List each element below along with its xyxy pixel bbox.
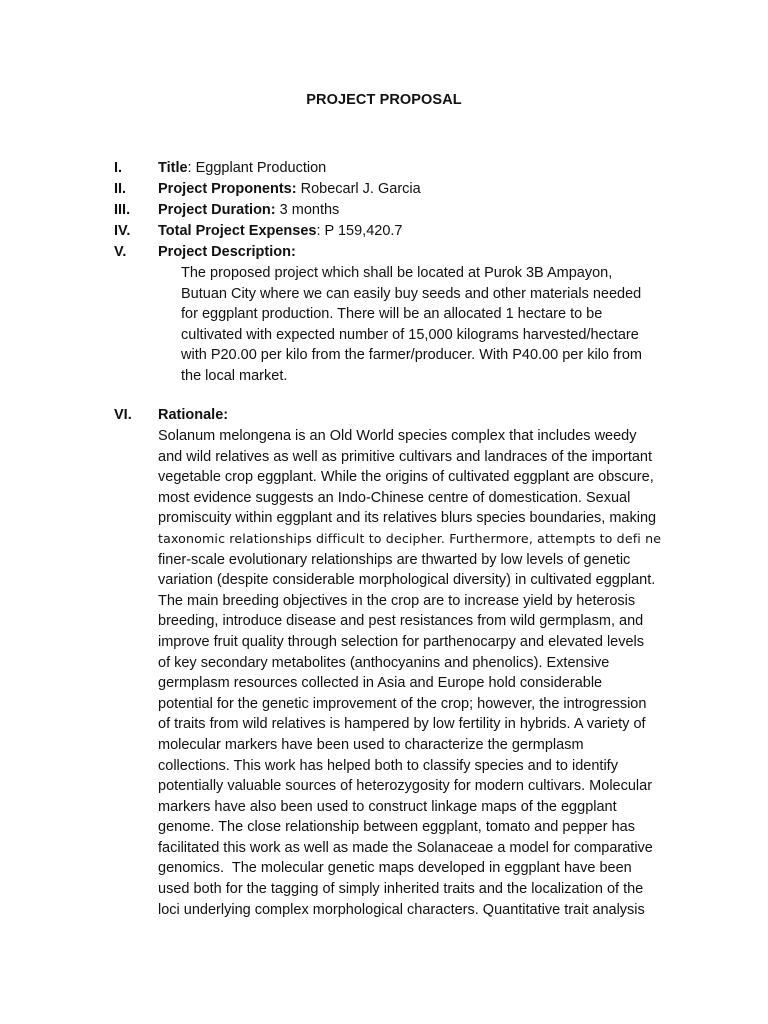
item-title	[114, 158, 674, 179]
rationale-line: genomics. The molecular genetic maps developed in eggplant have been	[158, 860, 632, 877]
page-title: PROJECT PROPOSAL	[306, 92, 462, 108]
description-line: cultivated with expected number of 15,000 kilograms harvested/hectare	[181, 326, 639, 343]
item-description-heading	[114, 242, 674, 263]
item-label: Total Project Expenses	[158, 223, 317, 239]
rationale-line: genome. The close relationship between eggplant, tomato and pepper has	[158, 819, 635, 836]
rationale-line: used both for the tagging of simply inherited traits and the localization of the	[158, 881, 644, 898]
item-separator: :	[187, 160, 196, 176]
item-number: III.	[114, 202, 131, 218]
description-line: The proposed project which shall be located at Purok 3B Ampayon,	[181, 265, 613, 281]
item-number: II.	[114, 181, 127, 197]
description-line: with P20.00 per kilo from the farmer/producer. With P40.00 per kilo from	[181, 347, 642, 364]
rationale-heading	[114, 405, 228, 426]
rationale-line: Solanum melongena is an Old World species complex that includes weedy	[158, 428, 637, 444]
description-line: the local market.	[181, 367, 288, 384]
rationale-line: and wild relatives as well as primitive cultivars and landraces of the important	[158, 448, 653, 465]
item-value: P 159,420.7	[324, 223, 403, 239]
item-number: VI.	[114, 407, 132, 423]
rationale-line: variation (despite considerable morphological diversity) in cultivated eggplant.	[158, 572, 656, 589]
item-proponents	[114, 179, 674, 200]
rationale-line: potentially valuable sources of heterozygosity for modern cultivars. Molecular	[158, 778, 653, 795]
rationale-line: loci underlying complex morphological characters. Quantitative trait analysis	[158, 901, 645, 918]
description-paragraph	[181, 263, 661, 387]
rationale-line: vegetable crop eggplant. While the origins of cultivated eggplant are obscure,	[158, 469, 654, 486]
rationale-line: molecular markers have been used to characterize the germplasm	[158, 736, 584, 753]
rationale-line: of key secondary metabolites (anthocyanins and phenolics). Extensive	[158, 654, 610, 671]
rationale-line: breeding, introduce disease and pest resistances from wild germplasm, and	[158, 613, 644, 630]
rationale-line: most evidence suggests an Indo-Chinese centre of domestication. Sexual	[158, 489, 631, 506]
item-label: Project Description:	[158, 244, 296, 260]
item-number: IV.	[114, 223, 131, 239]
item-label: Project Proponents:	[158, 181, 297, 197]
rationale-line: potential for the genetic improvement of the crop; however, the introgression	[158, 695, 647, 712]
description-line: for eggplant production. There will be an allocated 1 hectare to be	[181, 306, 603, 323]
item-value: Robecarl J. Garcia	[300, 181, 421, 197]
rationale-line: germplasm resources collected in Asia and Europe hold considerable	[158, 675, 603, 692]
rationale-line: facilitated this work as well as made the Solanaceae a model for comparative	[158, 839, 653, 856]
rationale-line: collections. This work has helped both to classify species and to identify	[158, 757, 618, 774]
item-value: 3 months	[279, 202, 340, 218]
item-number: V.	[114, 244, 127, 260]
item-duration	[114, 200, 674, 221]
rationale-paragraph	[158, 426, 698, 920]
rationale-line: finer-scale evolutionary relationships are thwarted by low levels of genetic	[158, 551, 631, 568]
rationale-line: markers have also been used to construct linkage maps of the eggplant	[158, 798, 617, 815]
item-label: Rationale:	[158, 407, 229, 423]
rationale-line: promiscuity within eggplant and its relatives blurs species boundaries, making	[158, 510, 657, 527]
rationale-line: of traits from wild relatives is hampered by low fertility in hybrids. A variety of	[158, 716, 646, 733]
item-number: I.	[114, 160, 123, 176]
item-label: Title	[158, 160, 188, 176]
description-line: Butuan City where we can easily buy seeds and other materials needed	[181, 285, 642, 302]
rationale-line: improve fruit quality through selection for parthenocarpy and elevated levels	[158, 633, 645, 650]
item-separator: :	[316, 223, 325, 239]
item-value: Eggplant Production	[195, 160, 327, 176]
item-label: Project Duration:	[158, 202, 276, 218]
rationale-line: The main breeding objectives in the crop are to increase yield by heterosis	[158, 592, 636, 609]
item-expenses	[114, 221, 674, 242]
rationale-line: taxonomic relationships difficult to decipher. Furthermore, attempts to defi ne	[158, 530, 662, 546]
